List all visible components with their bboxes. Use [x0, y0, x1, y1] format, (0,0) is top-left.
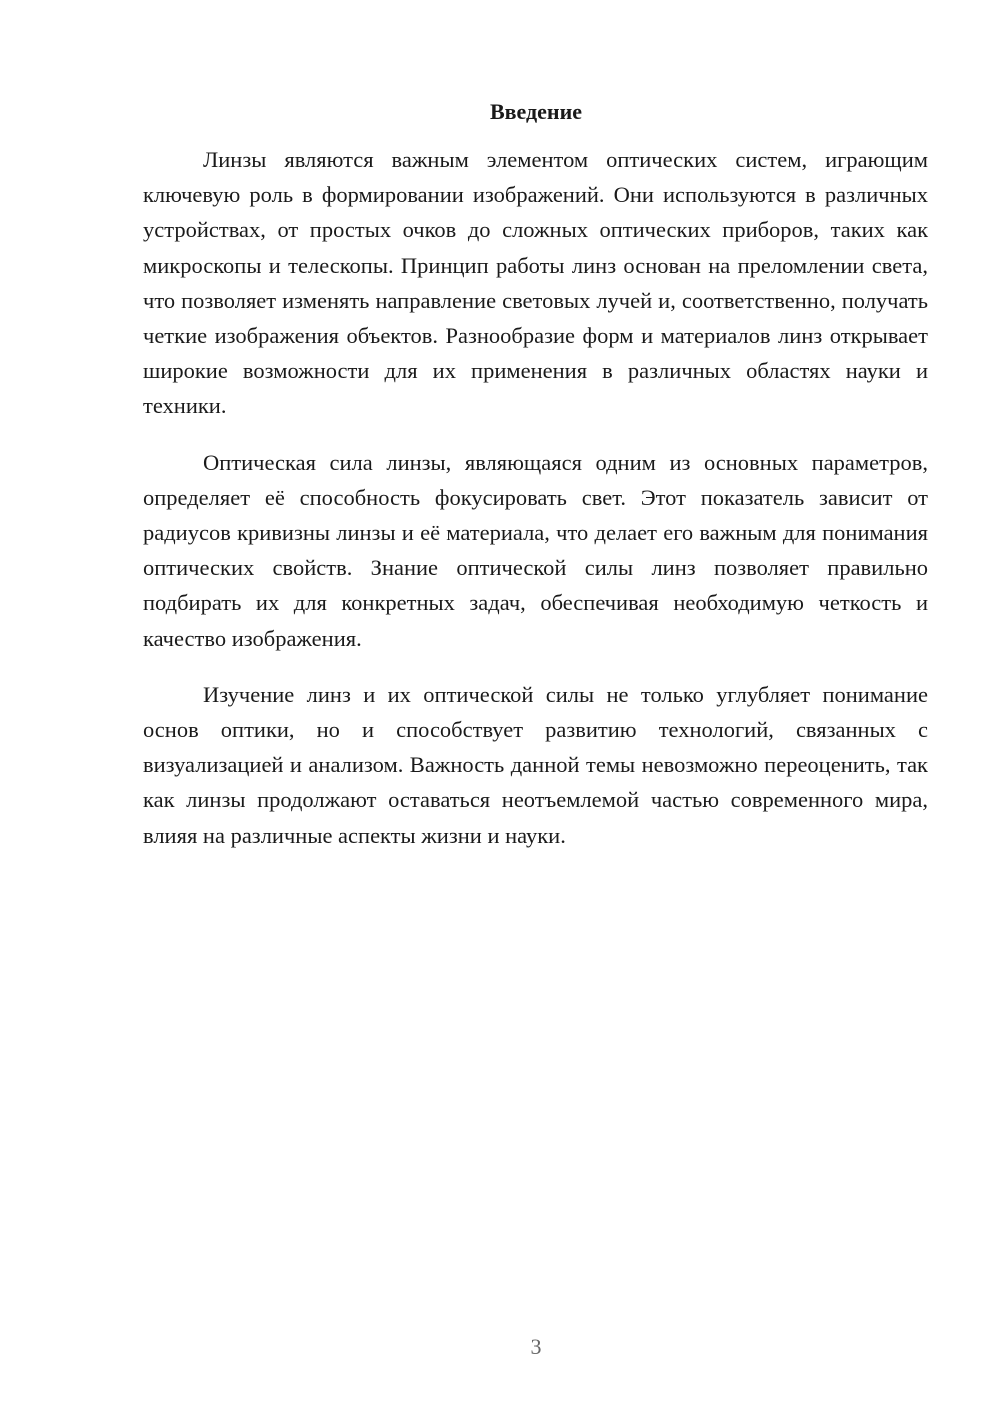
paragraph-2: Оптическая сила линзы, являющаяся одним из основных параметров, определяет её способность фокусировать свет. Этот показатель зависит от радиусов кривизны линзы и её материала, что делает его важным для понимания оптических свойств. Знание оптической силы линз позволяет правильно подбирать их для конкретных задач, обеспечивая необходимую четкость и качество изображения. — [143, 449, 928, 651]
section-heading: Введение — [489, 99, 583, 124]
paragraph-3: Изучение линз и их оптической силы не только углубляет понимание основ оптики, но и способствует развитию технологий, связанных с визуализацией и анализом. Важность данной темы невозможно переоценить, так как линзы продолжают оставаться неотъемлемой частью современного мира, влияя на различные аспекты жизни и науки. — [143, 681, 928, 848]
document-body — [143, 142, 928, 874]
paragraph-1: Линзы являются важным элементом оптических систем, играющим ключевую роль в формировании изображений. Они используются в различных устройствах, от простых очков до сложных оптических приборов, таких как микроскопы и телескопы. Принцип работы линз основан на преломлении света, что позволяет изменять направление световых лучей и, соответственно, получать четкие изображения объектов. Разнообразие форм и материалов линз открывает широкие возможности для их применения в различных областях науки и техники. — [143, 147, 928, 419]
page-number: 3 — [530, 1334, 542, 1359]
